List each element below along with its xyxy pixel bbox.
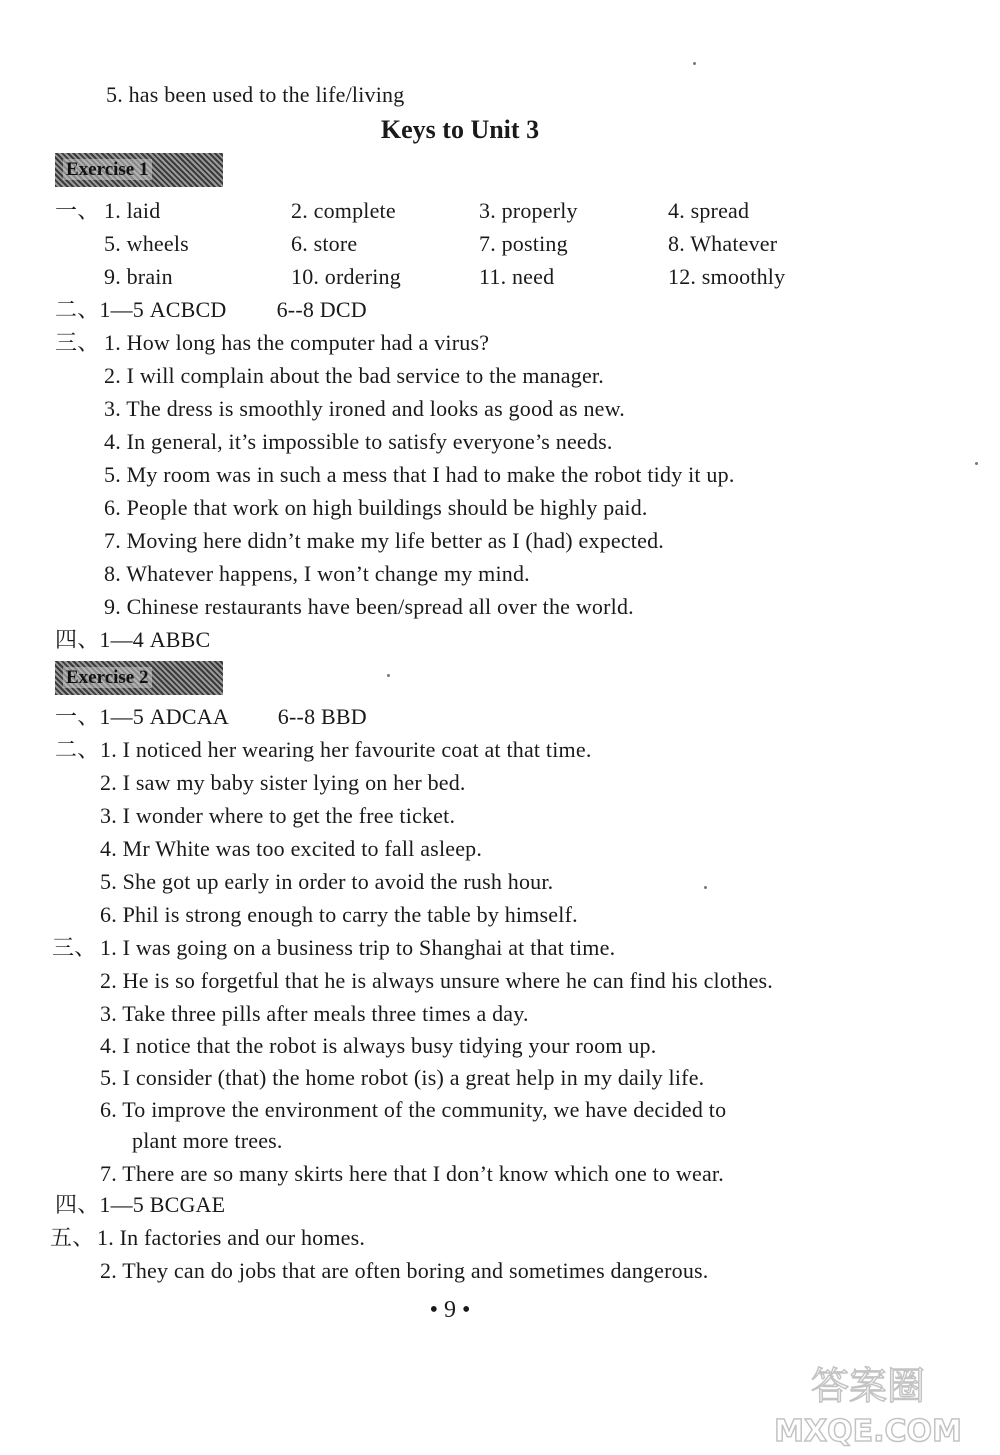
exercise-2-banner [55, 661, 223, 695]
sentence-answer: 7. There are so many skirts here that I don’t know which one to wear. [100, 1161, 724, 1186]
sentence-answer: 6. Phil is strong enough to carry the table by himself. [100, 902, 578, 927]
page-title: Keys to Unit 3 [380, 115, 540, 144]
sentence-answer: 1. I was going on a business trip to Shanghai at that time. [100, 935, 616, 960]
page-number: • 9 • [429, 1297, 471, 1323]
vocab-item: 5. wheels [104, 231, 189, 256]
scan-speck [693, 62, 696, 65]
ex2-section-4-answers: 四、1—5 BCGAE [55, 1192, 226, 1217]
ex2-section-5-label: 五、 [50, 1225, 95, 1250]
watermark-top-text: 答案圈 [810, 1364, 926, 1408]
sentence-answer: 7. Moving here didn’t make my life better as I (had) expected. [104, 528, 664, 553]
sentence-answer: 3. The dress is smoothly ironed and looks as good as new. [104, 396, 626, 421]
sentence-answer: 2. He is so forgetful that he is always unsure where he can find his clothes. [100, 968, 773, 993]
ex1-section-3-label: 三、 [55, 330, 100, 355]
carryover-answer: 5. has been used to the life/living [106, 82, 405, 107]
sentence-answer: 5. My room was in such a mess that I had to make the robot tidy it up. [104, 462, 735, 487]
vocab-item: 12. smoothly [668, 264, 786, 289]
sentence-answer: 3. I wonder where to get the free ticket. [100, 803, 456, 828]
sentence-answer: 2. I saw my baby sister lying on her bed. [100, 770, 466, 795]
vocab-item: 11. need [479, 264, 555, 289]
sentence-answer: 1. I noticed her wearing her favourite coat at that time. [100, 737, 592, 762]
sentence-answer: 5. I consider (that) the home robot (is) a great help in my daily life. [100, 1065, 705, 1090]
scan-speck [975, 462, 978, 465]
scan-speck [704, 886, 707, 889]
vocab-item: 3. properly [479, 198, 578, 223]
ex2-section-2-label: 二、 [55, 737, 100, 762]
vocab-item: 9. brain [104, 264, 173, 289]
sentence-answer: 1. In factories and our homes. [97, 1225, 366, 1250]
sentence-answer: 2. They can do jobs that are often boring and sometimes dangerous. [100, 1258, 709, 1283]
sentence-answer: 4. Mr White was too excited to fall asleep. [100, 836, 483, 861]
sentence-answer: 1. How long has the computer had a virus? [104, 330, 490, 355]
vocab-item: 4. spread [668, 198, 750, 223]
sentence-answer: 3. Take three pills after meals three times a day. [100, 1001, 529, 1026]
exercise-1-label: Exercise 1 [63, 159, 152, 180]
scan-speck [387, 674, 390, 677]
watermark-bottom-text: MXQE.COM [774, 1414, 962, 1447]
ex1-section-1-label: 一、 [55, 198, 100, 223]
ex2-section-1-answers: 一、1—5 ADCAA 6--8 BBD [55, 704, 367, 729]
ex2-section-3-label: 三、 [52, 935, 97, 960]
exercise-1-banner [55, 153, 223, 187]
sentence-answer: 2. I will complain about the bad service to the manager. [104, 363, 604, 388]
vocab-item: 2. complete [291, 198, 396, 223]
watermark-graphic [748, 1357, 988, 1447]
ex1-section-4-answers: 四、1—4 ABBC [55, 627, 211, 652]
watermark-logo [748, 1357, 988, 1447]
vocab-item: 7. posting [479, 231, 568, 256]
sentence-answer: 6. People that work on high buildings should be highly paid. [104, 495, 648, 520]
sentence-answer-continued: plant more trees. [132, 1128, 283, 1153]
sentence-answer: 8. Whatever happens, I won’t change my mind. [104, 561, 530, 586]
sentence-answer: 5. She got up early in order to avoid the rush hour. [100, 869, 554, 894]
vocab-item: 1. laid [104, 198, 161, 223]
sentence-answer: 6. To improve the environment of the community, we have decided to [100, 1097, 727, 1122]
exercise-2-label: Exercise 2 [63, 667, 152, 688]
ex1-section-2-answers: 二、1—5 ACBCD 6--8 DCD [55, 297, 367, 322]
sentence-answer: 4. In general, it’s impossible to satisfy everyone’s needs. [104, 429, 613, 454]
sentence-answer: 4. I notice that the robot is always busy tidying your room up. [100, 1033, 657, 1058]
vocab-item: 10. ordering [291, 264, 401, 289]
sentence-answer: 9. Chinese restaurants have been/spread all over the world. [104, 594, 634, 619]
vocab-item: 8. Whatever [668, 231, 778, 256]
vocab-item: 6. store [291, 231, 358, 256]
